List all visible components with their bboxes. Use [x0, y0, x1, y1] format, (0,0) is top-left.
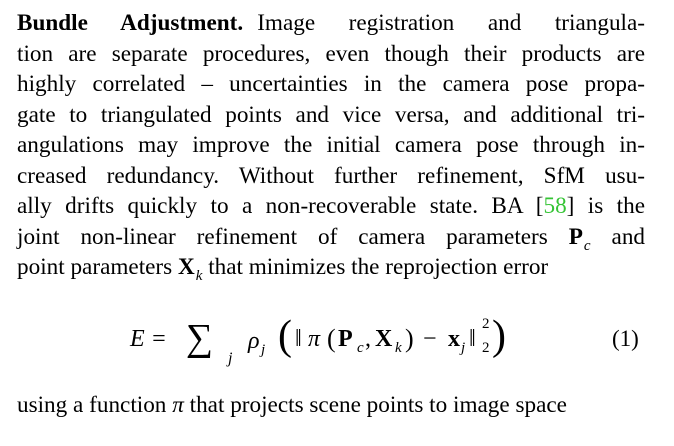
- point-params-symbol: X: [177, 254, 195, 280]
- following-line: [17, 392, 567, 419]
- line-text: that projects scene points to image space: [189, 392, 567, 418]
- eq-observation: x: [448, 326, 460, 352]
- line-text: point parameters: [17, 254, 173, 280]
- eq-point-params-subscript: k: [395, 340, 402, 356]
- paragraph-line-9: [17, 252, 645, 283]
- line-text: Image registration and triangula-: [257, 10, 645, 36]
- eq-minus: −: [423, 326, 437, 352]
- paragraph-line-8: [17, 222, 645, 253]
- line-text: ] is the: [566, 193, 645, 219]
- eq-sum-index: j: [228, 350, 233, 367]
- eq-camera-params-subscript: c: [357, 340, 364, 356]
- line-text: joint non-linear refinement of camera parameters: [17, 223, 548, 250]
- eq-comma: ,: [365, 326, 371, 352]
- eq-norm-open: ‖: [295, 326, 302, 352]
- eq-point-params: X: [375, 326, 393, 352]
- section-heading: Bundle Adjustment.: [17, 10, 244, 36]
- line-text: that minimizes the reprojection error: [208, 254, 549, 280]
- eq-args-open: (: [327, 324, 336, 353]
- paragraph-line-2: tion are separate procedures, even though their products are: [17, 40, 645, 67]
- citation-link[interactable]: 58: [543, 193, 567, 219]
- eq-open-paren: (: [278, 313, 292, 359]
- eq-sum-symbol: ∑: [186, 317, 214, 359]
- reprojection-error-equation: [130, 314, 650, 374]
- eq-observation-subscript: j: [461, 340, 466, 356]
- paragraph-line-6: creased redundancy. Without further refinement, SfM usu-: [17, 162, 645, 189]
- camera-params-subscript: c: [583, 237, 591, 254]
- eq-rho-subscript: j: [261, 342, 266, 358]
- paragraph-line-7: [17, 191, 645, 222]
- eq-projection-pi: π: [308, 326, 321, 352]
- eq-args-close: ): [405, 324, 414, 353]
- eq-close-paren: ): [492, 313, 506, 359]
- line-text: ally drifts quickly to a non-recoverable state. BA [: [17, 193, 544, 219]
- bundle-adjustment-paragraph: [17, 8, 645, 283]
- eq-rho: ρ: [248, 328, 260, 354]
- eq-energy-symbol: E =: [130, 326, 167, 352]
- line-text: and: [611, 223, 646, 250]
- line-text: using a function: [17, 392, 167, 418]
- projection-function-symbol: π: [172, 392, 184, 418]
- point-params-subscript: k: [195, 268, 203, 284]
- eq-norm-subscript: 2: [482, 340, 490, 356]
- eq-norm-exponent: 2: [482, 316, 490, 332]
- eq-camera-params: P: [338, 326, 353, 352]
- camera-params-symbol: P: [568, 223, 583, 250]
- paragraph-line-4: gate to triangulated points and vice versa, and additional tri-: [17, 101, 645, 128]
- paragraph-line-1: [17, 8, 645, 39]
- paragraph-line-3: highly correlated – uncertainties in the camera pose propa-: [17, 71, 645, 97]
- paragraph-line-5: angulations may improve the initial camera pose through in-: [17, 132, 645, 158]
- eq-norm-close: ‖: [469, 326, 476, 352]
- equation-number: (1): [612, 326, 639, 351]
